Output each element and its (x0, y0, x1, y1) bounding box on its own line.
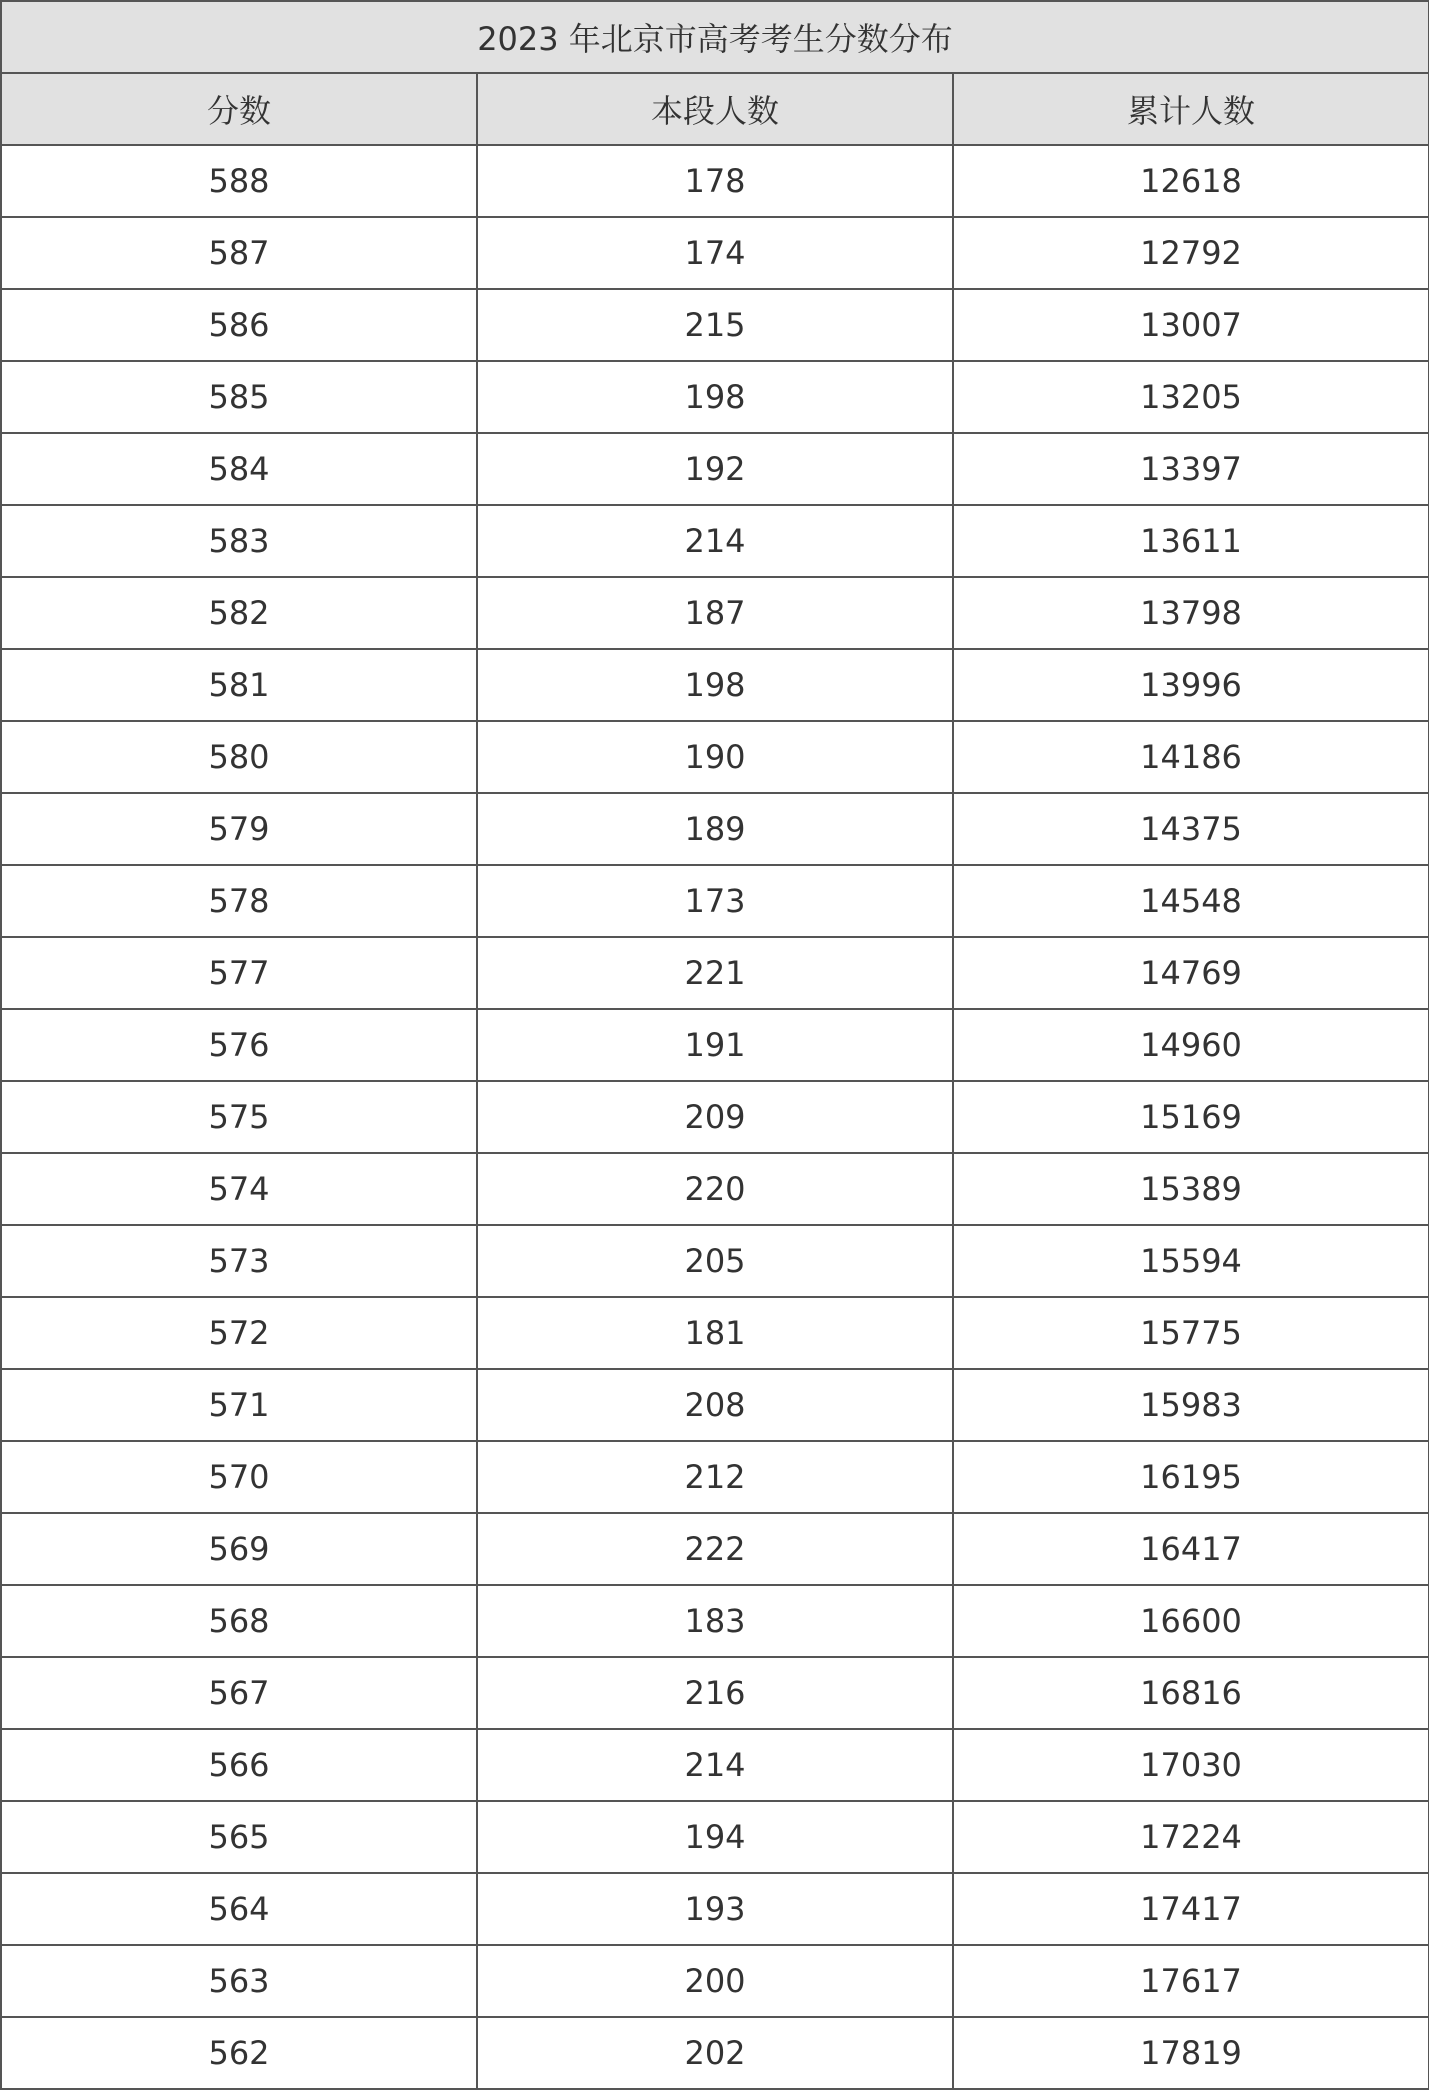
cell-score: 567 (1, 1657, 477, 1729)
table-row (1, 1585, 1429, 1657)
table-row (1, 1369, 1429, 1441)
table-row (1, 721, 1429, 793)
cell-score: 571 (1, 1369, 477, 1441)
header-cumulative-count: 累计人数 (953, 73, 1429, 145)
cell-segment-count: 220 (477, 1153, 953, 1225)
cell-score: 578 (1, 865, 477, 937)
cell-cumulative-count: 14375 (953, 793, 1429, 865)
cell-score: 584 (1, 433, 477, 505)
cell-score: 585 (1, 361, 477, 433)
table-title: 2023 年北京市高考考生分数分布 (1, 1, 1429, 73)
cell-segment-count: 189 (477, 793, 953, 865)
cell-cumulative-count: 14548 (953, 865, 1429, 937)
cell-score: 570 (1, 1441, 477, 1513)
cell-segment-count: 216 (477, 1657, 953, 1729)
cell-score: 562 (1, 2017, 477, 2089)
cell-segment-count: 190 (477, 721, 953, 793)
cell-score: 564 (1, 1873, 477, 1945)
cell-score: 582 (1, 577, 477, 649)
cell-segment-count: 183 (477, 1585, 953, 1657)
header-segment-count: 本段人数 (477, 73, 953, 145)
table-row (1, 1873, 1429, 1945)
cell-score: 569 (1, 1513, 477, 1585)
cell-cumulative-count: 15983 (953, 1369, 1429, 1441)
cell-cumulative-count: 13996 (953, 649, 1429, 721)
table-row (1, 1729, 1429, 1801)
cell-score: 587 (1, 217, 477, 289)
cell-cumulative-count: 15169 (953, 1081, 1429, 1153)
cell-cumulative-count: 16195 (953, 1441, 1429, 1513)
cell-segment-count: 212 (477, 1441, 953, 1513)
table-row (1, 1153, 1429, 1225)
cell-segment-count: 200 (477, 1945, 953, 2017)
table-row (1, 1297, 1429, 1369)
cell-segment-count: 178 (477, 145, 953, 217)
cell-score: 577 (1, 937, 477, 1009)
cell-segment-count: 192 (477, 433, 953, 505)
cell-score: 566 (1, 1729, 477, 1801)
cell-segment-count: 214 (477, 1729, 953, 1801)
table-row (1, 1225, 1429, 1297)
cell-cumulative-count: 17224 (953, 1801, 1429, 1873)
cell-cumulative-count: 13397 (953, 433, 1429, 505)
cell-segment-count: 222 (477, 1513, 953, 1585)
table-row (1, 289, 1429, 361)
cell-score: 586 (1, 289, 477, 361)
cell-segment-count: 202 (477, 2017, 953, 2089)
cell-segment-count: 221 (477, 937, 953, 1009)
cell-cumulative-count: 12792 (953, 217, 1429, 289)
cell-cumulative-count: 16816 (953, 1657, 1429, 1729)
table-row (1, 1801, 1429, 1873)
cell-segment-count: 208 (477, 1369, 953, 1441)
cell-segment-count: 198 (477, 649, 953, 721)
cell-cumulative-count: 15389 (953, 1153, 1429, 1225)
table-body (1, 145, 1429, 2089)
table-row (1, 649, 1429, 721)
cell-segment-count: 174 (477, 217, 953, 289)
cell-score: 580 (1, 721, 477, 793)
cell-cumulative-count: 17819 (953, 2017, 1429, 2089)
cell-segment-count: 209 (477, 1081, 953, 1153)
cell-cumulative-count: 13611 (953, 505, 1429, 577)
cell-cumulative-count: 13205 (953, 361, 1429, 433)
cell-segment-count: 187 (477, 577, 953, 649)
cell-cumulative-count: 17030 (953, 1729, 1429, 1801)
table-row (1, 793, 1429, 865)
cell-score: 579 (1, 793, 477, 865)
cell-score: 574 (1, 1153, 477, 1225)
cell-cumulative-count: 17617 (953, 1945, 1429, 2017)
cell-score: 588 (1, 145, 477, 217)
table-header-row (1, 73, 1429, 145)
cell-segment-count: 215 (477, 289, 953, 361)
cell-cumulative-count: 15775 (953, 1297, 1429, 1369)
cell-segment-count: 193 (477, 1873, 953, 1945)
table-row (1, 577, 1429, 649)
cell-segment-count: 173 (477, 865, 953, 937)
table-row (1, 1441, 1429, 1513)
cell-cumulative-count: 15594 (953, 1225, 1429, 1297)
cell-segment-count: 181 (477, 1297, 953, 1369)
table-row (1, 361, 1429, 433)
table-row (1, 505, 1429, 577)
cell-cumulative-count: 17417 (953, 1873, 1429, 1945)
cell-score: 572 (1, 1297, 477, 1369)
table-row (1, 217, 1429, 289)
table-title-row (1, 1, 1429, 73)
cell-score: 583 (1, 505, 477, 577)
cell-cumulative-count: 16417 (953, 1513, 1429, 1585)
cell-score: 573 (1, 1225, 477, 1297)
cell-segment-count: 198 (477, 361, 953, 433)
header-score: 分数 (1, 73, 477, 145)
cell-cumulative-count: 12618 (953, 145, 1429, 217)
cell-cumulative-count: 14960 (953, 1009, 1429, 1081)
cell-segment-count: 205 (477, 1225, 953, 1297)
table-row (1, 2017, 1429, 2089)
cell-cumulative-count: 14186 (953, 721, 1429, 793)
cell-score: 563 (1, 1945, 477, 2017)
cell-cumulative-count: 13798 (953, 577, 1429, 649)
table-row (1, 1009, 1429, 1081)
table-row (1, 1657, 1429, 1729)
cell-cumulative-count: 13007 (953, 289, 1429, 361)
table-row (1, 1945, 1429, 2017)
cell-score: 568 (1, 1585, 477, 1657)
cell-segment-count: 194 (477, 1801, 953, 1873)
table-row (1, 865, 1429, 937)
cell-score: 565 (1, 1801, 477, 1873)
table-row (1, 1513, 1429, 1585)
cell-segment-count: 191 (477, 1009, 953, 1081)
table-row (1, 937, 1429, 1009)
cell-segment-count: 214 (477, 505, 953, 577)
cell-score: 576 (1, 1009, 477, 1081)
cell-cumulative-count: 14769 (953, 937, 1429, 1009)
cell-score: 581 (1, 649, 477, 721)
table-row (1, 433, 1429, 505)
cell-cumulative-count: 16600 (953, 1585, 1429, 1657)
cell-score: 575 (1, 1081, 477, 1153)
table-row (1, 145, 1429, 217)
table-row (1, 1081, 1429, 1153)
